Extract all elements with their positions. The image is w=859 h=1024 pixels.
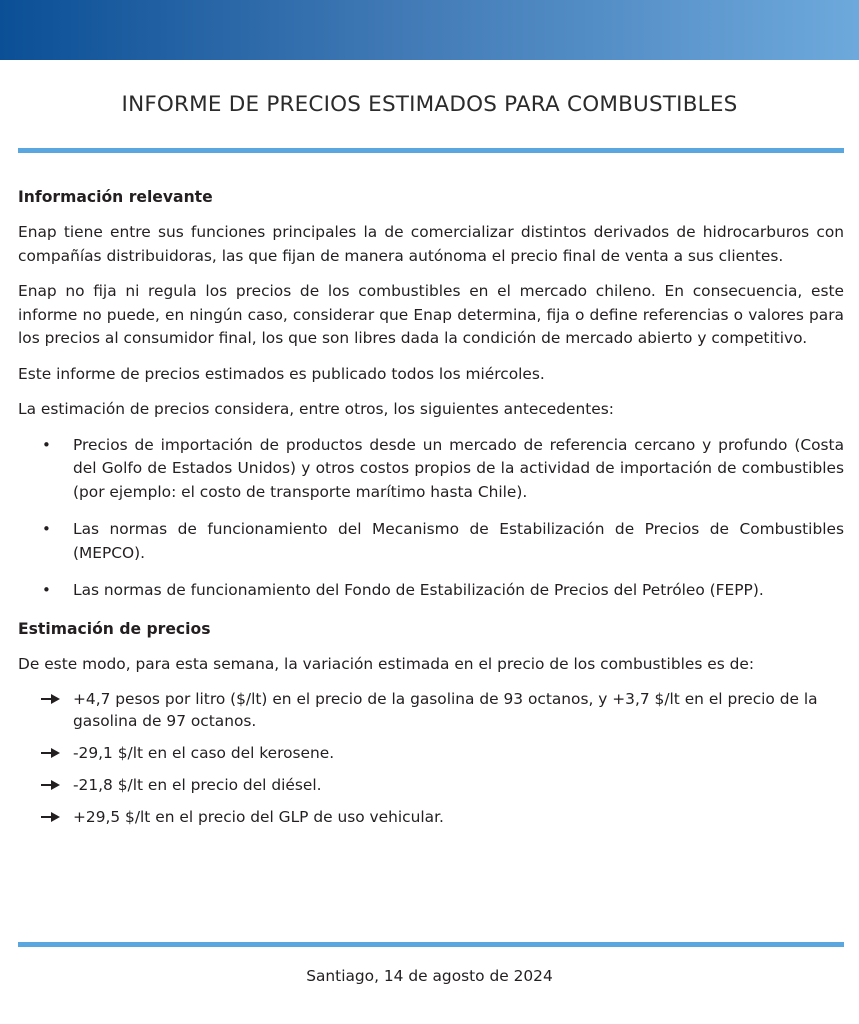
list-item — [18, 688, 844, 732]
price-variation-list — [18, 688, 844, 828]
section-heading-price-estimation: Estimación de precios — [18, 619, 211, 638]
bottom-divider — [18, 942, 844, 947]
footer-date: Santiago, 14 de agosto de 2024 — [306, 967, 553, 985]
paragraph: De este modo, para esta semana, la variación estimada en el precio de los combustibles es de: — [18, 654, 755, 673]
section-heading-relevant-info: Información relevante — [18, 188, 213, 206]
paragraph: Este informe de precios estimados es publicado todos los miércoles. — [18, 364, 545, 383]
list-item — [18, 579, 844, 603]
list-item — [18, 774, 844, 796]
list-item-text: -29,1 $/lt en el caso del kerosene. — [73, 744, 335, 762]
bullet-icon: • — [42, 435, 51, 454]
arrow-right-icon — [40, 778, 62, 792]
list-item-text: +4,7 pesos por litro ($/lt) en el precio de la gasolina de 93 octanos, y +3,7 $/lt en el precio de la gasolina de 97 octanos. — [73, 690, 818, 730]
paragraph: Enap tiene entre sus funciones principales la de comercializar distintos derivados de hidrocarburos con compañías distribuidoras, las que fijan de manera autónoma el precio final de venta a sus clientes. — [18, 223, 844, 265]
list-item — [18, 518, 844, 565]
paragraph: Enap no fija ni regula los precios de los combustibles en el mercado chileno. En consecuencia, este informe no puede, en ningún caso, considerar que Enap determina, fija o define referencias o valores para los precios al consumidor final, los que son libres dada la condición de mercado abierto y competitivo. — [18, 282, 844, 347]
list-item — [18, 742, 844, 764]
list-item-text: Precios de importación de productos desde un mercado de referencia cercano y profundo (Costa del Golfo de Estados Unidos) y otros costos propios de la actividad de importación de combustibles (por ejemplo: el costo de transporte marítimo hasta Chile). — [73, 435, 844, 501]
main-content — [18, 185, 844, 838]
arrow-right-icon — [40, 810, 62, 824]
arrow-right-icon — [40, 746, 62, 760]
list-item-text: Las normas de funcionamiento del Mecanismo de Estabilización de Precios de Combustibles (MEPCO). — [73, 520, 844, 562]
page-title: INFORME DE PRECIOS ESTIMADOS PARA COMBUSTIBLES — [121, 92, 738, 117]
list-item-text: +29,5 $/lt en el precio del GLP de uso vehicular. — [73, 808, 444, 826]
bullet-icon: • — [42, 520, 51, 538]
bullet-icon: • — [42, 581, 51, 599]
paragraph: La estimación de precios considera, entre otros, los siguientes antecedentes: — [18, 400, 614, 418]
list-item-text: Las normas de funcionamiento del Fondo de Estabilización de Precios del Petróleo (FEPP). — [73, 581, 764, 599]
list-item — [18, 434, 844, 505]
arrow-right-icon — [40, 692, 62, 706]
antecedents-list — [18, 434, 844, 603]
top-divider — [18, 148, 844, 153]
list-item — [18, 806, 844, 828]
header-band — [0, 0, 859, 60]
list-item-text: -21,8 $/lt en el precio del diésel. — [73, 776, 322, 794]
